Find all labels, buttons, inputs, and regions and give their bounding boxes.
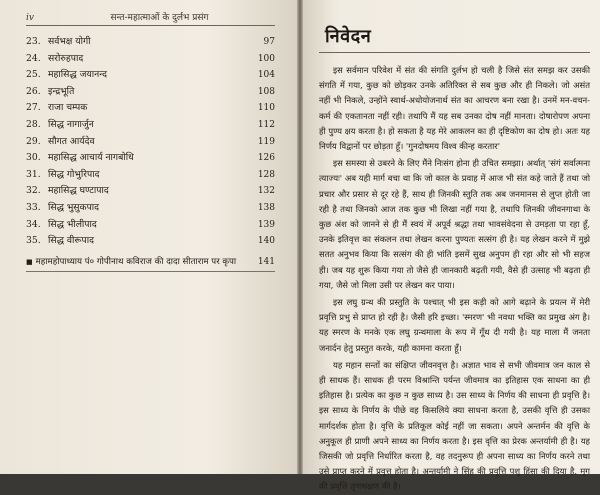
paragraph: इस सर्वमान परिवेश में संत की संगति दुर्लभ हो चली है जिसे संत समझ कर उसकी संगति में गया, कुछ को छोड़कर उनके अतिरिक्त से सब कुछ और ही निकले। जो असंत नहीं भी निकले, उन्होंने स्वार्थ-अधोयोजनार्थ संत का आचरण बना रखा है। उनमें मन-वचन-कर्म की एकतानता नहीं रही। तथापि मैं यह सब उनका दोष नहीं मानता। दोषारोपण अपना ही पुण्य क्षय करता है। हो सकता है यह मेरे आकलन का ही दृष्टिकोण का दोष हो। अतः यह निर्णय विद्वानों पर छोड़ता हूँ। 'गुनदोषमय विश्व कीन्ह करतार'	[319, 65, 590, 152]
toc-entry-page: 128	[257, 169, 275, 180]
running-title: सन्त-महात्माओं के दुर्लभ प्रसंग	[110, 13, 209, 23]
toc-entry-title: सरोरुहपाद	[48, 52, 84, 64]
page-number: iv	[26, 13, 34, 23]
toc-entry-number: 34.	[26, 218, 41, 230]
toc-entry-title: सिद्ध नागार्जुन	[48, 118, 94, 130]
toc-entry	[26, 51, 275, 68]
toc-entry-page: 97	[263, 37, 275, 47]
toc-entry-number: 31.	[26, 168, 41, 180]
toc-entry-number: 32.	[26, 185, 41, 197]
toc-entry	[26, 134, 275, 151]
toc-entry-title: महासिद्ध जयानन्द	[48, 69, 107, 81]
toc-entry-page: 104	[257, 70, 275, 81]
toc-entry	[26, 34, 275, 51]
toc-entry-page: 112	[257, 119, 275, 130]
toc-entry-page: 119	[257, 136, 275, 147]
toc-entry	[26, 233, 275, 250]
toc-entry-number: 25.	[26, 69, 41, 81]
toc-entry-number: 33.	[26, 201, 41, 213]
left-page	[0, 0, 297, 474]
toc-entry-number: 29.	[26, 135, 41, 147]
toc-entry-number: 27.	[26, 102, 41, 114]
toc-entry	[26, 150, 275, 167]
toc-entry-number: 26.	[26, 85, 41, 97]
toc-entry-title: सिद्ध भीलीपाद	[48, 218, 97, 230]
toc-entry-number: 23.	[26, 36, 41, 47]
paragraph: इस लघु ग्रन्थ की प्रस्तुति के पश्चात् भी इस कड़ी को आगे बढ़ाने के प्रयत्न में मेरी प्रवृत्ति प्रभु से प्राप्त हो रही है। जैसी हरि इच्छा। 'स्मरण' भी नवधा भक्ति का प्रमुख अंग है। यह स्मरण के मनके एक लघु ग्रन्थमाला के रूप में गूँथ दी गयी है। यह माला मैं जनता जनार्दन हेतु प्रस्तुत करके, यही कामना करता हूँ।	[319, 297, 590, 353]
toc-entry	[26, 217, 275, 234]
toc-entry-title: सर्वभक्ष योगी	[48, 36, 91, 47]
toc-entry	[26, 100, 275, 117]
toc-entry-page: 138	[257, 202, 275, 213]
toc-special-title: महामहोपाध्याय पं० गोपीनाथ कविराज की दादा सीताराम पर कृपा	[35, 256, 237, 267]
toc-entry	[26, 84, 275, 101]
toc-entry-title: महासिद्ध घण्टापाद	[48, 185, 109, 197]
section-heading: निवेदन	[325, 26, 372, 47]
toc-entry-title: सिद्ध भुसुकपाद	[48, 201, 100, 213]
toc-entry	[26, 200, 275, 217]
toc-entry-page: 139	[257, 219, 275, 230]
toc-entry	[26, 67, 275, 84]
section-heading-box	[319, 24, 590, 53]
toc-entry-page: 132	[257, 186, 275, 197]
paragraph: इस समस्या से उबरने के लिए मैंने निःसंग होना ही उचित समझा। अर्थात् 'संगं सर्वात्मना त्याज्यः' अब यही मार्ग बचा था कि जो काल के प्रवाह में आज भी संत कहे जाते हैं तथा जो प्रचार और प्रसार से दूर रहे हैं, साथ ही जिनकी स्तुति तक अब जनमानस से लुप्त होती जा रही है तथा जिनको आज तक कुछ भी लिखा नहीं गया है, तथापि जिनकी जीवनगाथा के कुछ अंश को जानने से ही मैं स्वयं में अपूर्व श्रद्धा तथा भावसंवेदना से उमड़ता पा रहा हूँ, उनके इतिवृत्त का संकलन तथा लेखन करना पुण्यतः सत्संग ही है। यह लेखन करने में मुझे सतत अनुभव किया कि सत्संग की ही भांति इसमें सुख अनुपम ही रहा और सो भी सहज ही। जब यह शुरू किया गया तो जैसे ही जानकारी बढ़ती गयी, वैसे ही उत्साह भी बढ़ता ही गया, जैसे जो मिला उसी पर लेखन कर पाया।	[319, 158, 590, 290]
right-page	[303, 0, 600, 492]
toc-entry-page: 110	[257, 103, 275, 114]
body-text	[319, 63, 590, 495]
toc-entry-title: इन्द्रभूति	[48, 85, 75, 97]
toc-entry-title: महासिद्ध आचार्य नागबोधि	[48, 152, 134, 164]
toc-entry-number: 30.	[26, 152, 41, 164]
toc-entry-title: सिद्ध गोभुरिपाद	[48, 168, 100, 180]
toc-entry-page: 100	[257, 53, 275, 64]
table-of-contents	[26, 34, 275, 270]
toc-special-entry	[26, 254, 275, 271]
toc-entry-title: राजा चम्पक	[48, 102, 88, 114]
toc-end-rule	[26, 271, 275, 272]
paragraph: यह महान सन्तों का संक्षिप्त जीवनवृत्त है। अज्ञात भाव से सभी जीवमात्र जन काल से ही साधक हैं। साधक ही परम विश्रान्ति पर्यन्त जीवमात्र का इतिहास एक साधना का ही इतिहास है। प्रत्येक का कुछ न कुछ साध्य है। उस साध्य के निर्णय की साधना ही प्रवृत्ति है। इस साध्य के निर्णय के पीछे वह किसलिये क्या साधना करता है, उसकी वृत्ति ही उसका मार्गदर्शक होता है। वृत्ति के प्रतिकूल कोई नहीं जा सकता। अपने अन्तर्मन की वृत्ति के अनुकूल ही प्राणी अपने साध्य का निर्णय करता है। इस वृत्ति का प्रेरक अन्तर्यामी ही है। यह जिसकी जो प्रवृत्ति निर्धारित करता है, वह तदनुरूप ही अपना साध्य का निर्णय करने तथा उसे प्राप्त करने में प्रवृत्त होता है। अन्तर्यामी ने सिंह की प्रवृत्ति पशु हिंसा की दिया है, मृग की प्रवृत्ति तृणभक्षण की है।	[319, 359, 590, 492]
toc-special-page: 141	[257, 256, 275, 267]
toc-entry-page: 140	[257, 236, 275, 247]
toc-entry-number: 35.	[26, 235, 41, 247]
toc-entry	[26, 117, 275, 134]
toc-entry-title: सिद्ध वीरूपाद	[48, 235, 94, 247]
toc-entry-title: सौगत आर्यदेव	[48, 135, 95, 147]
toc-entry-number: 24.	[26, 52, 41, 64]
toc-entry-page: 108	[257, 86, 275, 97]
running-head	[26, 10, 275, 26]
toc-entry-number: 28.	[26, 118, 41, 130]
toc-entry-page: 126	[257, 153, 275, 164]
toc-entry	[26, 183, 275, 200]
square-bullet-icon: ■	[26, 257, 33, 266]
toc-entry	[26, 167, 275, 184]
